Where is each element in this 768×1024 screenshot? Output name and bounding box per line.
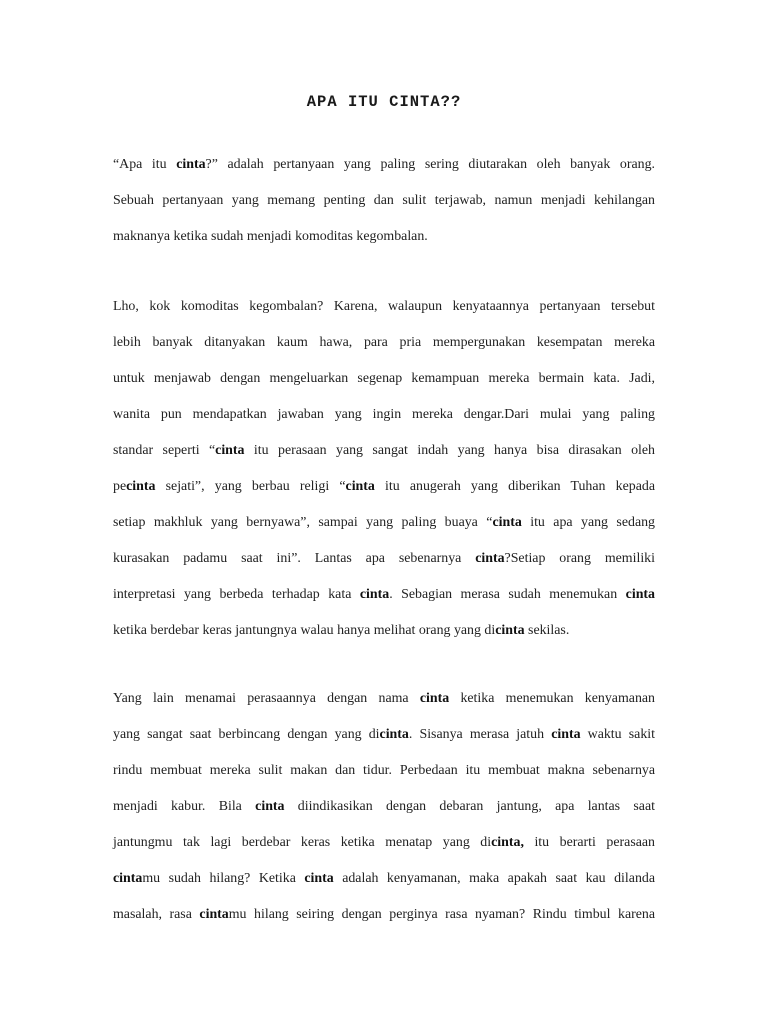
- bold-keyword: cinta: [345, 479, 375, 494]
- bold-keyword: cinta: [176, 157, 206, 172]
- text-run: menjadi kabur. Bila: [113, 799, 256, 814]
- paragraph-line: [113, 869, 655, 889]
- bold-keyword: cinta: [475, 551, 505, 566]
- text-run: setiap makhluk yang bernyawa”, sampai yang paling buaya “: [113, 515, 493, 530]
- paragraph-line: [113, 513, 655, 533]
- bold-keyword: cinta: [495, 623, 525, 638]
- text-run: ?” adalah pertanyaan yang paling sering diutarakan oleh banyak orang.: [205, 157, 655, 172]
- text-run: jantungmu tak lagi berdebar keras ketika menatap yang di: [113, 835, 492, 850]
- bold-keyword: cinta: [199, 907, 229, 922]
- paragraph-line: [113, 797, 655, 817]
- paragraph-line: [113, 477, 655, 497]
- bold-keyword: cinta,: [491, 835, 524, 850]
- text-run: rindu membuat mereka sulit makan dan tidur. Perbedaan itu membuat makna sebenarnya: [113, 763, 655, 778]
- bold-keyword: cinta: [113, 871, 143, 886]
- paragraph-line: [113, 585, 655, 605]
- text-run: masalah, rasa: [113, 907, 200, 922]
- bold-keyword: cinta: [419, 691, 450, 706]
- text-run: untuk menjawab dengan mengeluarkan segenap kemampuan mereka bermain kata. Jadi,: [113, 371, 655, 386]
- bold-keyword: cinta: [304, 871, 334, 886]
- paragraph-line: [113, 905, 655, 925]
- text-run: mu sudah hilang? Ketika: [142, 871, 305, 886]
- text-run: sejati”, yang berbau religi “: [155, 479, 346, 494]
- text-run: yang sangat saat berbincang dengan yang di: [113, 727, 380, 742]
- text-run: diindikasikan dengan debaran jantung, apa lantas saat: [284, 799, 655, 814]
- text-run: pe: [113, 479, 127, 494]
- text-run: mu hilang seiring dengan perginya rasa nyaman? Rindu timbul karena: [228, 907, 656, 922]
- paragraph-line: [113, 621, 655, 641]
- bold-keyword: cinta: [215, 443, 245, 458]
- paragraph-line: [113, 833, 655, 853]
- text-run: waktu sakit: [580, 727, 655, 742]
- text-run: sekilas.: [524, 623, 570, 638]
- paragraph-line: [113, 405, 655, 425]
- paragraph-line: [113, 549, 655, 569]
- bold-keyword: cinta: [625, 587, 655, 602]
- text-run: itu berarti perasaan: [523, 835, 655, 850]
- paragraph-line: [113, 191, 655, 211]
- bold-keyword: cinta: [492, 515, 522, 530]
- paragraph-line: [113, 333, 655, 353]
- text-run: . Sebagian merasa sudah menemukan: [389, 587, 626, 602]
- paragraph-line: [113, 689, 655, 709]
- text-run: ?Setiap orang memiliki: [504, 551, 655, 566]
- paragraph-line: [113, 725, 655, 745]
- bold-keyword: cinta: [126, 479, 156, 494]
- text-run: itu apa yang sedang: [521, 515, 655, 530]
- paragraph-line: [113, 441, 655, 461]
- text-run: ketika menemukan kenyamanan: [449, 691, 655, 706]
- text-run: kurasakan padamu saat ini”. Lantas apa sebenarnya: [113, 551, 476, 566]
- text-run: Lho, kok komoditas kegombalan? Karena, walaupun kenyataannya pertanyaan tersebut: [113, 299, 655, 314]
- text-run: standar seperti “: [113, 443, 216, 458]
- text-run: maknanya ketika sudah menjadi komoditas kegombalan.: [113, 229, 428, 244]
- paragraph-line: [113, 297, 655, 317]
- text-run: Yang lain menamai perasaannya dengan nama: [113, 691, 420, 706]
- text-run: lebih banyak ditanyakan kaum hawa, para pria mempergunakan kesempatan mereka: [113, 335, 655, 350]
- text-run: ketika berdebar keras jantungnya walau hanya melihat orang yang di: [113, 623, 496, 638]
- bold-keyword: cinta: [379, 727, 409, 742]
- text-run: wanita pun mendapatkan jawaban yang ingin mereka dengar.Dari mulai yang paling: [113, 407, 655, 422]
- text-run: “Apa itu: [113, 157, 177, 172]
- text-run: . Sisanya merasa jatuh: [408, 727, 552, 742]
- text-run: adalah kenyamanan, maka apakah saat kau dilanda: [333, 871, 656, 886]
- bold-keyword: cinta: [255, 799, 285, 814]
- document-title: APA ITU CINTA??: [306, 93, 462, 111]
- text-run: itu perasaan yang sangat indah yang hanya bisa dirasakan oleh: [244, 443, 655, 458]
- bold-keyword: cinta: [551, 727, 581, 742]
- paragraph-line: [113, 369, 655, 389]
- paragraph-line: [113, 155, 655, 175]
- bold-keyword: cinta: [359, 587, 390, 602]
- paragraph-line: [113, 761, 655, 781]
- text-run: interpretasi yang berbeda terhadap kata: [113, 587, 360, 602]
- paragraph-line: [113, 227, 655, 247]
- text-run: itu anugerah yang diberikan Tuhan kepada: [374, 479, 655, 494]
- text-run: Sebuah pertanyaan yang memang penting dan sulit terjawab, namun menjadi kehilangan: [113, 193, 655, 208]
